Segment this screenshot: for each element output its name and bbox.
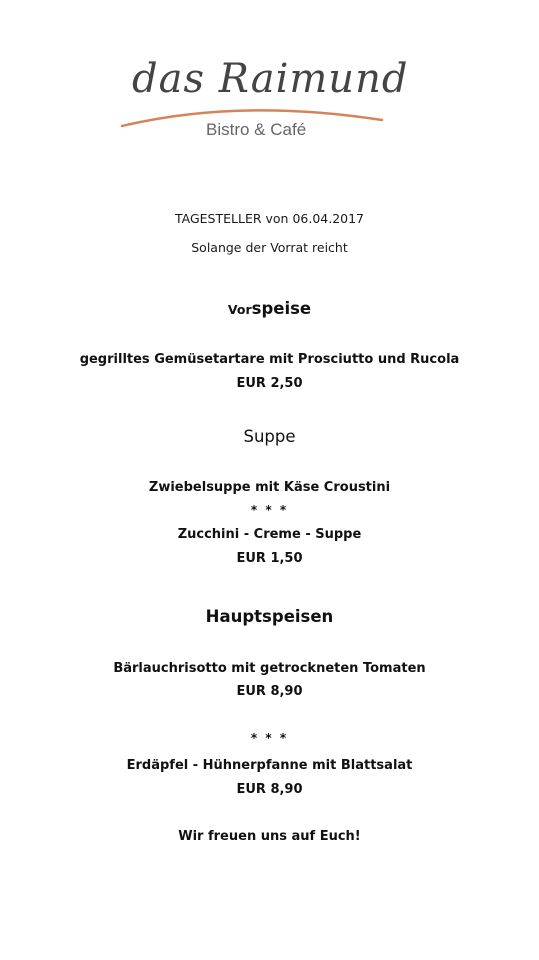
hauptspeise-item-2: Erdäpfel - Hühnerpfanne mit Blattsalat	[126, 758, 413, 773]
vorspeise-price: EUR 2,50	[236, 376, 303, 391]
hauptspeise-item-1: Bärlauchrisotto mit getrockneten Tomaten	[113, 661, 426, 676]
suppe-item-2: Zucchini - Creme - Suppe	[177, 527, 362, 542]
suppe-separator: * * *	[250, 503, 289, 517]
heading-hauptspeisen: Hauptspeisen	[205, 607, 334, 626]
suppe-item-1: Zwiebelsuppe mit Käse Croustini	[148, 480, 391, 495]
logo-subtitle: Bistro & Café	[206, 120, 307, 139]
availability-note: Solange der Vorrat reicht	[191, 240, 348, 255]
heading-vorspeise	[0, 299, 539, 318]
vorspeise-item: gegrilltes Gemüsetartare mit Prosciutto und Rucola	[79, 352, 460, 367]
heading-vorspeise-prefix: Vor	[227, 302, 252, 317]
bistro-logo	[120, 52, 409, 152]
heading-suppe: Suppe	[243, 427, 296, 446]
hauptspeisen-separator: * * *	[250, 731, 289, 745]
menu-date-title: TAGESTELLER von 06.04.2017	[174, 211, 365, 226]
hauptspeise-price-2: EUR 8,90	[236, 782, 303, 797]
heading-vorspeise-rest: speise	[251, 299, 312, 318]
logo-script-text: das Raimund	[132, 56, 409, 102]
closing-message: Wir freuen uns auf Euch!	[178, 829, 361, 844]
hauptspeise-price-1: EUR 8,90	[236, 684, 303, 699]
suppe-price: EUR 1,50	[236, 551, 303, 566]
